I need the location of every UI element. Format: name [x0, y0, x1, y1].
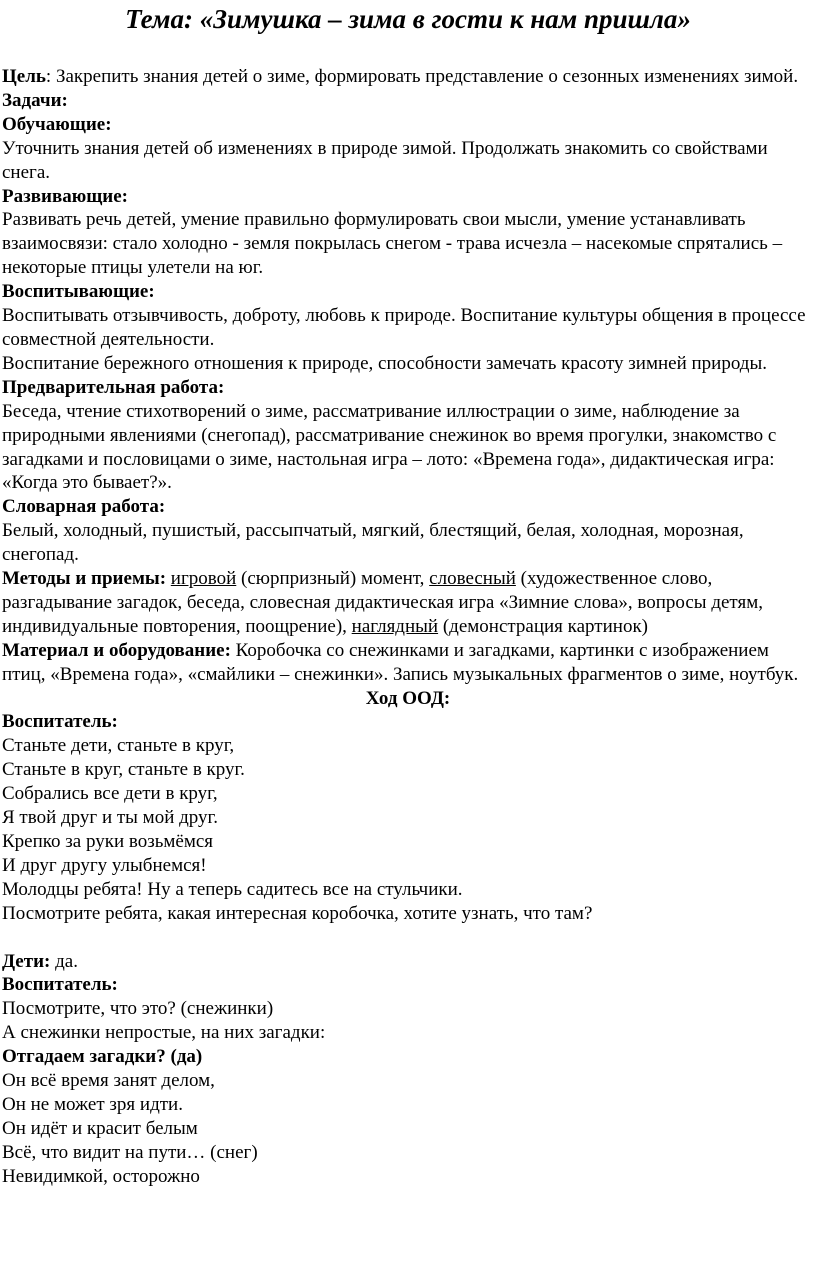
- dialog-line: Посмотрите, что это? (снежинки): [2, 998, 274, 1020]
- poem-line: Посмотрите ребята, какая интересная коробочка, хотите узнать, что там?: [2, 902, 593, 924]
- material-text: Коробочка со снежинками и загадками, картинки с изображением птиц, «Времена года», «смайлики – снежинки». Запись музыкальных фрагментов о зиме, ноутбук.: [2, 639, 799, 685]
- dialog-line: А снежинки непростые, на них загадки:: [2, 1022, 326, 1044]
- riddle-line: Он не может зря идти.: [2, 1093, 183, 1115]
- goal-label: Цель: [2, 66, 46, 87]
- goal-text: : Закрепить знания детей о зиме, формировать представление о сезонных изменениях зимой.: [45, 66, 799, 87]
- children-paragraph: [2, 950, 814, 974]
- poem-line: Я твой друг и ты мой друг.: [2, 807, 218, 829]
- method-verbal: словесный: [429, 568, 516, 590]
- tasks-heading: Задачи:: [2, 89, 68, 111]
- children-text: да.: [50, 950, 78, 972]
- methods-text-3: (демонстрация картинок): [438, 615, 648, 637]
- poem-line: Собрались все дети в круг,: [2, 783, 218, 805]
- riddle-line: Он идёт и красит белым: [2, 1117, 198, 1139]
- method-visual: наглядный: [351, 615, 439, 637]
- material-paragraph: [2, 639, 814, 687]
- upbringing-text-1: Воспитывать отзывчивость, доброту, любовь к природе. Воспитание культуры общения в процессе совместной деятельности.: [2, 305, 806, 350]
- riddle-line: Всё, что видит на пути… (снег): [2, 1141, 258, 1163]
- poem-line: Крепко за руки возьмёмся: [2, 831, 214, 852]
- developing-text: Развивать речь детей, умение правильно формулировать свои мысли, умение устанавливать взаимосвязи: стало холодно - земля покрылась снегом - трава исчезла – насекомые спрятались – некоторые птицы улетели на юг.: [2, 209, 783, 279]
- teacher-label: Воспитатель:: [2, 711, 118, 733]
- riddle-line: Невидимкой, осторожно: [2, 1165, 200, 1187]
- upbringing-text-2: Воспитание бережного отношения к природе, способности замечать красоту зимней природы.: [2, 352, 767, 374]
- poem-line: Станьте в круг, станьте в круг.: [2, 759, 245, 781]
- upbringing-heading: Воспитывающие:: [2, 281, 155, 303]
- vocabulary-text: Белый, холодный, пушистый, рассыпчатый, мягкий, блестящий, белая, холодная, морозная, снегопад.: [2, 520, 744, 566]
- page-title: Тема: «Зимушка – зима в гости к нам пришла»: [125, 4, 691, 34]
- poem-line: Станьте дети, станьте в круг,: [2, 735, 235, 757]
- educational-text: Уточнить знания детей об изменениях в природе зимой. Продолжать знакомить со свойствами снега.: [2, 137, 768, 183]
- methods-text-1: (сюрпризный) момент,: [236, 568, 430, 590]
- method-game: игровой: [170, 568, 237, 590]
- methods-paragraph: [2, 567, 814, 639]
- riddles-heading: Отгадаем загадки? (да): [2, 1046, 203, 1068]
- poem-line: И друг другу улыбнемся!: [2, 854, 207, 876]
- methods-text-2: (художественное слово, разгадывание загадок, беседа, словесная дидактическая игра «Зимние слова», вопросы детям, индивидуальные повторения, поощрение),: [2, 568, 763, 637]
- educational-heading: Обучающие:: [2, 113, 112, 135]
- teacher-label-2: Воспитатель:: [2, 974, 118, 996]
- vocabulary-heading: Словарная работа:: [2, 496, 166, 518]
- preliminary-heading: Предварительная работа:: [2, 376, 225, 398]
- methods-label: Методы и приемы:: [2, 568, 167, 590]
- document-body: [2, 65, 814, 1189]
- developing-heading: Развивающие:: [2, 185, 128, 207]
- blank-line: [2, 926, 814, 950]
- poem-line: Молодцы ребята! Ну а теперь садитесь все на стульчики.: [2, 878, 463, 900]
- goal-paragraph: [2, 65, 814, 89]
- preliminary-text: Беседа, чтение стихотворений о зиме, рассматривание иллюстрации о зиме, наблюдение за природными явлениями (снегопад), рассматривание снежинок во время прогулки, знакомство с загадками и пословицами о зиме, настольная игра – лото: «Времена года», дидактическая игра: «Когда это бывает?».: [2, 400, 777, 494]
- children-label: Дети:: [2, 950, 51, 972]
- document-page: [0, 3, 816, 1273]
- material-label: Материал и оборудование:: [2, 639, 231, 661]
- course-heading: Ход ООД:: [365, 687, 451, 709]
- riddle-line: Он всё время занят делом,: [2, 1070, 215, 1092]
